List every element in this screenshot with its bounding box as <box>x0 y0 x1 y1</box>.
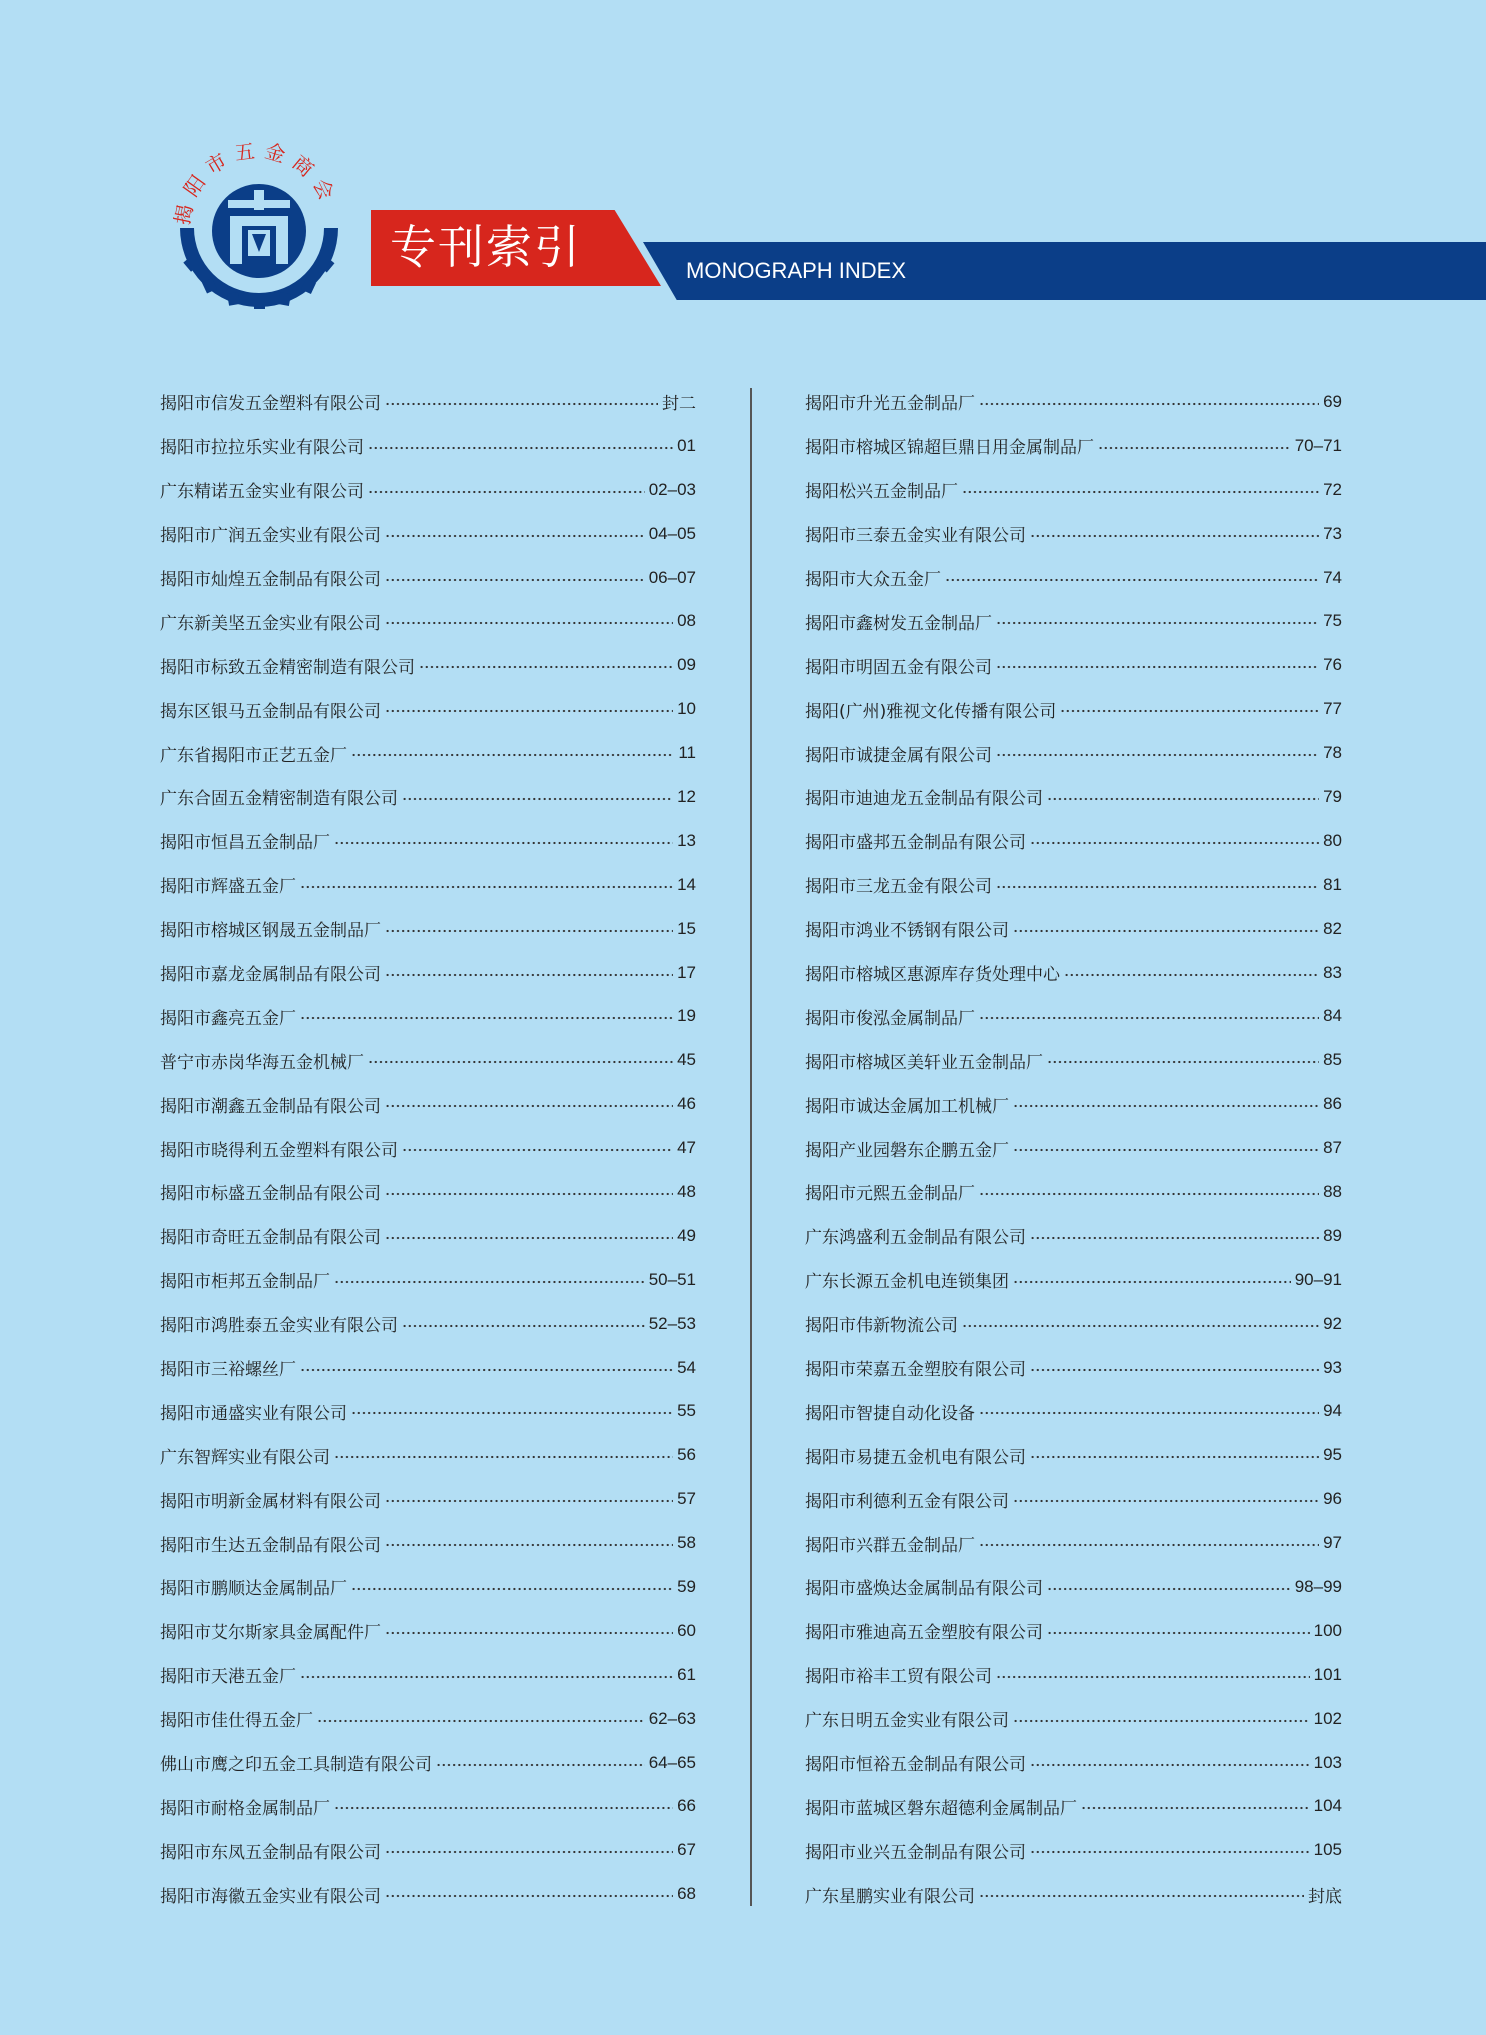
index-entry[interactable] <box>160 599 696 643</box>
dot-leader <box>1047 1060 1319 1064</box>
page-title: 专刊索引 <box>390 220 582 274</box>
index-entry[interactable] <box>805 819 1342 863</box>
index-entry[interactable] <box>805 1565 1342 1609</box>
page-number: 77 <box>1323 699 1342 719</box>
page-number: 85 <box>1323 1050 1342 1070</box>
company-name: 揭阳市佳仕得五金厂 <box>160 1711 313 1732</box>
index-entry[interactable] <box>805 599 1342 643</box>
dot-leader <box>996 753 1319 757</box>
page-number: 62–63 <box>648 1708 696 1728</box>
index-entry[interactable] <box>805 1258 1342 1302</box>
index-entry[interactable] <box>160 643 696 687</box>
page-subtitle: MONOGRAPH INDEX <box>686 258 907 283</box>
company-name: 揭阳市辉盛五金厂 <box>160 877 296 898</box>
dot-leader <box>979 1543 1319 1547</box>
dot-leader <box>436 1763 645 1767</box>
index-entry[interactable] <box>805 1433 1342 1477</box>
company-name: 揭阳市奇旺五金制品有限公司 <box>160 1228 381 1249</box>
page-number: 79 <box>1323 786 1342 806</box>
page-number: 103 <box>1313 1752 1342 1772</box>
page-number: 15 <box>677 918 696 938</box>
dot-leader <box>385 1236 673 1240</box>
dot-leader <box>1030 1236 1319 1240</box>
company-name: 广东星鹏实业有限公司 <box>805 1886 975 1907</box>
page-number: 89 <box>1323 1225 1342 1245</box>
page-number: 14 <box>677 874 696 894</box>
company-name: 揭阳市灿煌五金制品有限公司 <box>160 570 381 590</box>
page-number: 封二 <box>662 394 696 414</box>
page-number: 97 <box>1323 1533 1342 1553</box>
index-entry[interactable] <box>160 819 696 863</box>
dot-leader <box>1013 1148 1319 1152</box>
index-entry[interactable] <box>805 1828 1342 1872</box>
index-column-right <box>805 380 1342 1916</box>
dot-leader <box>334 1455 673 1459</box>
index-entry[interactable] <box>160 1741 696 1785</box>
company-name: 广东长源五金机电连锁集团 <box>805 1272 1009 1293</box>
company-name: 揭阳市三龙五金有限公司 <box>805 877 992 898</box>
company-name: 揭阳市雅迪高五金塑胶有限公司 <box>805 1623 1043 1644</box>
dot-leader <box>317 1719 645 1723</box>
index-entry[interactable] <box>160 1126 696 1170</box>
page-number: 06–07 <box>648 567 696 587</box>
index-entry[interactable] <box>160 1433 696 1477</box>
dot-leader <box>945 578 1319 582</box>
company-name: 揭阳市迪迪龙五金制品有限公司 <box>805 789 1043 810</box>
page-number: 08 <box>677 611 696 631</box>
company-name: 揭阳市大众五金厂 <box>805 570 941 590</box>
index-entry[interactable] <box>160 1258 696 1302</box>
page-number: 87 <box>1323 1138 1342 1158</box>
index-entry[interactable] <box>160 424 696 468</box>
page-number: 98–99 <box>1294 1576 1342 1596</box>
dot-leader <box>334 1280 645 1284</box>
company-name: 揭阳市榕城区钢晟五金制品厂 <box>160 921 381 942</box>
page-number: 04–05 <box>648 523 696 543</box>
dot-leader <box>1081 1806 1310 1810</box>
index-entry[interactable] <box>805 1521 1342 1565</box>
dot-leader <box>1013 929 1319 933</box>
company-name: 揭阳市诚捷金属有限公司 <box>805 745 992 766</box>
page-number: 60 <box>677 1620 696 1640</box>
index-entry[interactable] <box>805 1126 1342 1170</box>
company-name: 佛山市鹰之印五金工具制造有限公司 <box>160 1755 432 1776</box>
page-number: 55 <box>677 1401 696 1421</box>
index-entry[interactable] <box>805 863 1342 907</box>
company-name: 揭阳市鸿胜泰五金实业有限公司 <box>160 1316 398 1337</box>
index-entry[interactable] <box>160 1214 696 1258</box>
company-name: 揭阳市升光五金制品厂 <box>805 394 975 415</box>
index-entry[interactable] <box>160 907 696 951</box>
index-entry[interactable] <box>160 775 696 819</box>
company-name: 揭阳市俊泓金属制品厂 <box>805 1008 975 1029</box>
company-name: 揭阳市拉拉乐实业有限公司 <box>160 438 364 459</box>
page-number: 102 <box>1313 1708 1342 1728</box>
page-number: 80 <box>1323 830 1342 850</box>
index-entry[interactable] <box>805 1389 1342 1433</box>
index-entry[interactable] <box>805 556 1342 600</box>
company-name: 揭阳市通盛实业有限公司 <box>160 1403 347 1424</box>
page-number: 73 <box>1323 523 1342 543</box>
dot-leader <box>979 1411 1319 1415</box>
page-number: 09 <box>677 655 696 675</box>
index-entry[interactable] <box>160 1082 696 1126</box>
company-name: 揭阳市蓝城区磐东超德利金属制品厂 <box>805 1798 1077 1819</box>
dot-leader <box>300 1675 673 1679</box>
page-number: 90–91 <box>1294 1269 1342 1289</box>
dot-leader <box>385 709 673 713</box>
logo-ring-text: 揭阳市五金商会 <box>169 137 343 227</box>
dot-leader <box>300 1016 673 1020</box>
dot-leader <box>385 1543 673 1547</box>
company-name: 揭阳市海徽五金实业有限公司 <box>160 1886 381 1907</box>
page-number: 11 <box>678 743 696 763</box>
index-entry[interactable] <box>805 1872 1342 1916</box>
company-name: 普宁市赤岗华海五金机械厂 <box>160 1052 364 1073</box>
page-number: 82 <box>1323 918 1342 938</box>
company-name: 揭阳市盛焕达金属制品有限公司 <box>805 1579 1043 1600</box>
company-name: 揭阳市榕城区锦超巨鼎日用金属制品厂 <box>805 438 1094 459</box>
company-name: 揭阳(广州)雅视文化传播有限公司 <box>805 701 1057 722</box>
column-divider <box>750 388 752 1906</box>
page-number: 48 <box>677 1181 696 1201</box>
index-entry[interactable] <box>805 643 1342 687</box>
index-entry[interactable] <box>160 1697 696 1741</box>
dot-leader <box>1030 534 1319 538</box>
index-entry[interactable] <box>160 951 696 995</box>
company-name: 揭阳市潮鑫五金制品有限公司 <box>160 1096 381 1117</box>
dot-leader <box>385 1631 673 1635</box>
company-name: 揭阳市鑫亮五金厂 <box>160 1008 296 1029</box>
company-name: 揭阳市鹏顺达金属制品厂 <box>160 1579 347 1600</box>
dot-leader <box>979 402 1319 406</box>
index-entry[interactable] <box>805 1302 1342 1346</box>
company-name: 揭阳市元熙五金制品厂 <box>805 1184 975 1205</box>
company-name: 揭阳市易捷五金机电有限公司 <box>805 1447 1026 1468</box>
company-name: 广东新美坚五金实业有限公司 <box>160 613 381 634</box>
page-number: 70–71 <box>1294 435 1342 455</box>
index-entry[interactable] <box>160 1477 696 1521</box>
company-name: 广东鸿盛利五金制品有限公司 <box>805 1228 1026 1249</box>
index-entry[interactable] <box>160 687 696 731</box>
page-number: 封底 <box>1308 1886 1342 1906</box>
dot-leader <box>402 1148 673 1152</box>
dot-leader <box>385 621 673 625</box>
company-name: 揭阳市标盛五金制品有限公司 <box>160 1184 381 1205</box>
index-entry[interactable] <box>805 1609 1342 1653</box>
company-name: 揭阳市晓得利五金塑料有限公司 <box>160 1140 398 1161</box>
page-number: 94 <box>1323 1401 1342 1421</box>
page-number: 57 <box>677 1489 696 1509</box>
page-number: 104 <box>1313 1796 1342 1816</box>
page-number: 02–03 <box>648 479 696 499</box>
page-number: 45 <box>677 1050 696 1070</box>
page-number: 12 <box>677 786 696 806</box>
dot-leader <box>1030 1763 1310 1767</box>
dot-leader <box>996 621 1319 625</box>
index-entry[interactable] <box>160 512 696 556</box>
index-entry[interactable] <box>160 1609 696 1653</box>
dot-leader <box>385 1192 673 1196</box>
dot-leader <box>385 929 673 933</box>
index-entry[interactable] <box>805 951 1342 995</box>
index-entry[interactable] <box>805 1346 1342 1390</box>
index-entry[interactable] <box>160 1828 696 1872</box>
page-number: 72 <box>1323 479 1342 499</box>
company-name: 揭阳市盛邦五金制品有限公司 <box>805 833 1026 854</box>
index-entry[interactable] <box>805 1082 1342 1126</box>
page-number: 101 <box>1313 1664 1342 1684</box>
company-name: 揭阳市标致五金精密制造有限公司 <box>160 657 415 678</box>
company-name: 揭阳市榕城区惠源库存货处理中心 <box>805 965 1060 986</box>
dot-leader <box>385 1894 673 1898</box>
index-entry[interactable] <box>160 1346 696 1390</box>
dot-leader <box>385 578 645 582</box>
index-entry[interactable] <box>805 994 1342 1038</box>
page-number: 74 <box>1323 567 1342 587</box>
company-name: 广东智辉实业有限公司 <box>160 1447 330 1468</box>
index-entry[interactable] <box>160 380 696 424</box>
index-entry[interactable] <box>805 468 1342 512</box>
dot-leader <box>1013 1104 1319 1108</box>
page-number: 01 <box>677 435 696 455</box>
page-number: 67 <box>677 1840 696 1860</box>
dot-leader <box>1047 797 1319 801</box>
dot-leader <box>368 446 673 450</box>
page-number: 49 <box>677 1225 696 1245</box>
page-number: 59 <box>677 1576 696 1596</box>
index-column-left <box>160 380 696 1916</box>
company-name: 揭阳市东凤五金制品有限公司 <box>160 1842 381 1863</box>
company-name: 揭阳市艾尔斯家具金属配件厂 <box>160 1623 381 1644</box>
company-name: 揭阳市恒昌五金制品厂 <box>160 833 330 854</box>
dot-leader <box>368 1060 673 1064</box>
dot-leader <box>1030 1850 1310 1854</box>
dot-leader <box>1013 1719 1310 1723</box>
dot-leader <box>1013 1280 1291 1284</box>
dot-leader <box>402 1324 645 1328</box>
company-name: 揭阳市兴群五金制品厂 <box>805 1535 975 1556</box>
index-entry[interactable] <box>805 1214 1342 1258</box>
company-name: 揭阳市广润五金实业有限公司 <box>160 526 381 547</box>
dot-leader <box>385 1850 673 1854</box>
page-number: 52–53 <box>648 1313 696 1333</box>
company-name: 广东省揭阳市正艺五金厂 <box>160 745 347 766</box>
company-name: 揭阳市生达五金制品有限公司 <box>160 1535 381 1556</box>
dot-leader <box>979 1894 1304 1898</box>
company-name: 揭阳市利德利五金有限公司 <box>805 1491 1009 1512</box>
dot-leader <box>385 402 658 406</box>
page-number: 88 <box>1323 1181 1342 1201</box>
company-name: 揭阳市诚达金属加工机械厂 <box>805 1096 1009 1117</box>
company-name: 揭阳市恒裕五金制品有限公司 <box>805 1755 1026 1776</box>
page-number: 92 <box>1323 1313 1342 1333</box>
page-number: 47 <box>677 1138 696 1158</box>
company-name: 广东日明五金实业有限公司 <box>805 1711 1009 1732</box>
index-entry[interactable] <box>160 468 696 512</box>
page-number: 100 <box>1313 1620 1342 1640</box>
page-number: 19 <box>677 1006 696 1026</box>
dot-leader <box>368 490 645 494</box>
dot-leader <box>334 841 673 845</box>
company-name: 广东合固五金精密制造有限公司 <box>160 789 398 810</box>
index-entry[interactable] <box>805 424 1342 468</box>
company-name: 揭阳市鸿业不锈钢有限公司 <box>805 921 1009 942</box>
dot-leader <box>385 973 673 977</box>
page-number: 76 <box>1323 655 1342 675</box>
page-number: 17 <box>677 962 696 982</box>
page-number: 68 <box>677 1884 696 1904</box>
company-name: 揭阳市嘉龙金属制品有限公司 <box>160 965 381 986</box>
company-name: 揭阳市榕城区美轩业五金制品厂 <box>805 1052 1043 1073</box>
dot-leader <box>1047 1631 1310 1635</box>
company-name: 揭阳市柜邦五金制品厂 <box>160 1272 330 1293</box>
dot-leader <box>334 1806 673 1810</box>
page-number: 78 <box>1323 743 1342 763</box>
page-number: 81 <box>1323 874 1342 894</box>
index-entry[interactable] <box>805 1170 1342 1214</box>
page-number: 50–51 <box>648 1269 696 1289</box>
page-number: 64–65 <box>648 1752 696 1772</box>
page-number: 96 <box>1323 1489 1342 1509</box>
dot-leader <box>1047 1587 1291 1591</box>
dot-leader <box>996 665 1319 669</box>
company-name: 揭阳市伟新物流公司 <box>805 1316 958 1337</box>
dot-leader <box>351 1587 673 1591</box>
dot-leader <box>419 665 673 669</box>
dot-leader <box>979 1192 1319 1196</box>
index-entry[interactable] <box>805 1785 1342 1829</box>
company-name: 揭阳市明固五金有限公司 <box>805 657 992 678</box>
dot-leader <box>979 1016 1319 1020</box>
page-number: 46 <box>677 1094 696 1114</box>
index-entry[interactable] <box>160 1302 696 1346</box>
dot-leader <box>300 1368 673 1372</box>
page-number: 75 <box>1323 611 1342 631</box>
page-number: 61 <box>677 1664 696 1684</box>
company-name: 揭阳市三泰五金实业有限公司 <box>805 526 1026 547</box>
dot-leader <box>1030 1368 1319 1372</box>
index-entry[interactable] <box>805 1697 1342 1741</box>
index-entry[interactable] <box>160 1389 696 1433</box>
company-name: 揭阳市智捷自动化设备 <box>805 1403 975 1424</box>
page-number: 69 <box>1323 391 1342 411</box>
index-entry[interactable] <box>160 1653 696 1697</box>
page-number: 95 <box>1323 1445 1342 1465</box>
dot-leader <box>385 1499 673 1503</box>
dot-leader <box>1030 1455 1319 1459</box>
index-entry[interactable] <box>805 907 1342 951</box>
company-name: 揭阳市荣嘉五金塑胶有限公司 <box>805 1360 1026 1381</box>
dot-leader <box>962 490 1319 494</box>
chamber-logo <box>168 128 350 318</box>
index-entry[interactable] <box>160 556 696 600</box>
index-entry[interactable] <box>805 380 1342 424</box>
company-name: 揭阳市耐格金属制品厂 <box>160 1798 330 1819</box>
company-name: 揭阳市裕丰工贸有限公司 <box>805 1667 992 1688</box>
dot-leader <box>351 753 674 757</box>
page-number: 66 <box>677 1796 696 1816</box>
index-entry[interactable] <box>805 1477 1342 1521</box>
index-entry[interactable] <box>805 512 1342 556</box>
dot-leader <box>996 1675 1310 1679</box>
page-number: 86 <box>1323 1094 1342 1114</box>
index-entry[interactable] <box>160 1170 696 1214</box>
page-number: 58 <box>677 1533 696 1553</box>
dot-leader <box>402 797 673 801</box>
index-entry[interactable] <box>160 1785 696 1829</box>
company-name: 揭阳市业兴五金制品有限公司 <box>805 1842 1026 1863</box>
dot-leader <box>1013 1499 1319 1503</box>
company-name: 广东精诺五金实业有限公司 <box>160 482 364 503</box>
page-number: 56 <box>677 1445 696 1465</box>
index-entry[interactable] <box>160 994 696 1038</box>
company-name: 揭阳市信发五金塑料有限公司 <box>160 394 381 415</box>
dot-leader <box>1060 709 1319 713</box>
page-number: 84 <box>1323 1006 1342 1026</box>
page-number: 13 <box>677 830 696 850</box>
company-name: 揭阳市鑫树发五金制品厂 <box>805 613 992 634</box>
index-entry[interactable] <box>160 1565 696 1609</box>
page-number: 10 <box>677 699 696 719</box>
dot-leader <box>385 1104 673 1108</box>
index-entry[interactable] <box>805 687 1342 731</box>
dot-leader <box>962 1324 1319 1328</box>
company-name: 揭阳市三裕螺丝厂 <box>160 1360 296 1381</box>
index-entry[interactable] <box>805 1038 1342 1082</box>
index-entry[interactable] <box>160 1038 696 1082</box>
dot-leader <box>1098 446 1291 450</box>
company-name: 揭阳市天港五金厂 <box>160 1667 296 1688</box>
dot-leader <box>351 1411 673 1415</box>
dot-leader <box>1030 841 1319 845</box>
dot-leader <box>1064 973 1319 977</box>
index-entry[interactable] <box>805 731 1342 775</box>
page-number: 93 <box>1323 1357 1342 1377</box>
dot-leader <box>385 534 645 538</box>
index-entry[interactable] <box>805 1741 1342 1785</box>
page-number: 54 <box>677 1357 696 1377</box>
index-entry[interactable] <box>160 731 696 775</box>
dot-leader <box>300 885 673 889</box>
page-number: 105 <box>1313 1840 1342 1860</box>
index-entry[interactable] <box>160 863 696 907</box>
company-name: 揭东区银马五金制品有限公司 <box>160 701 381 722</box>
gear-logo-icon <box>168 128 350 318</box>
index-entry[interactable] <box>805 775 1342 819</box>
company-name: 揭阳产业园磐东企鹏五金厂 <box>805 1140 1009 1161</box>
page-number: 83 <box>1323 962 1342 982</box>
index-entry[interactable] <box>160 1872 696 1916</box>
company-name: 揭阳松兴五金制品厂 <box>805 482 958 503</box>
index-entry[interactable] <box>805 1653 1342 1697</box>
index-entry[interactable] <box>160 1521 696 1565</box>
company-name: 揭阳市明新金属材料有限公司 <box>160 1491 381 1512</box>
dot-leader <box>996 885 1319 889</box>
